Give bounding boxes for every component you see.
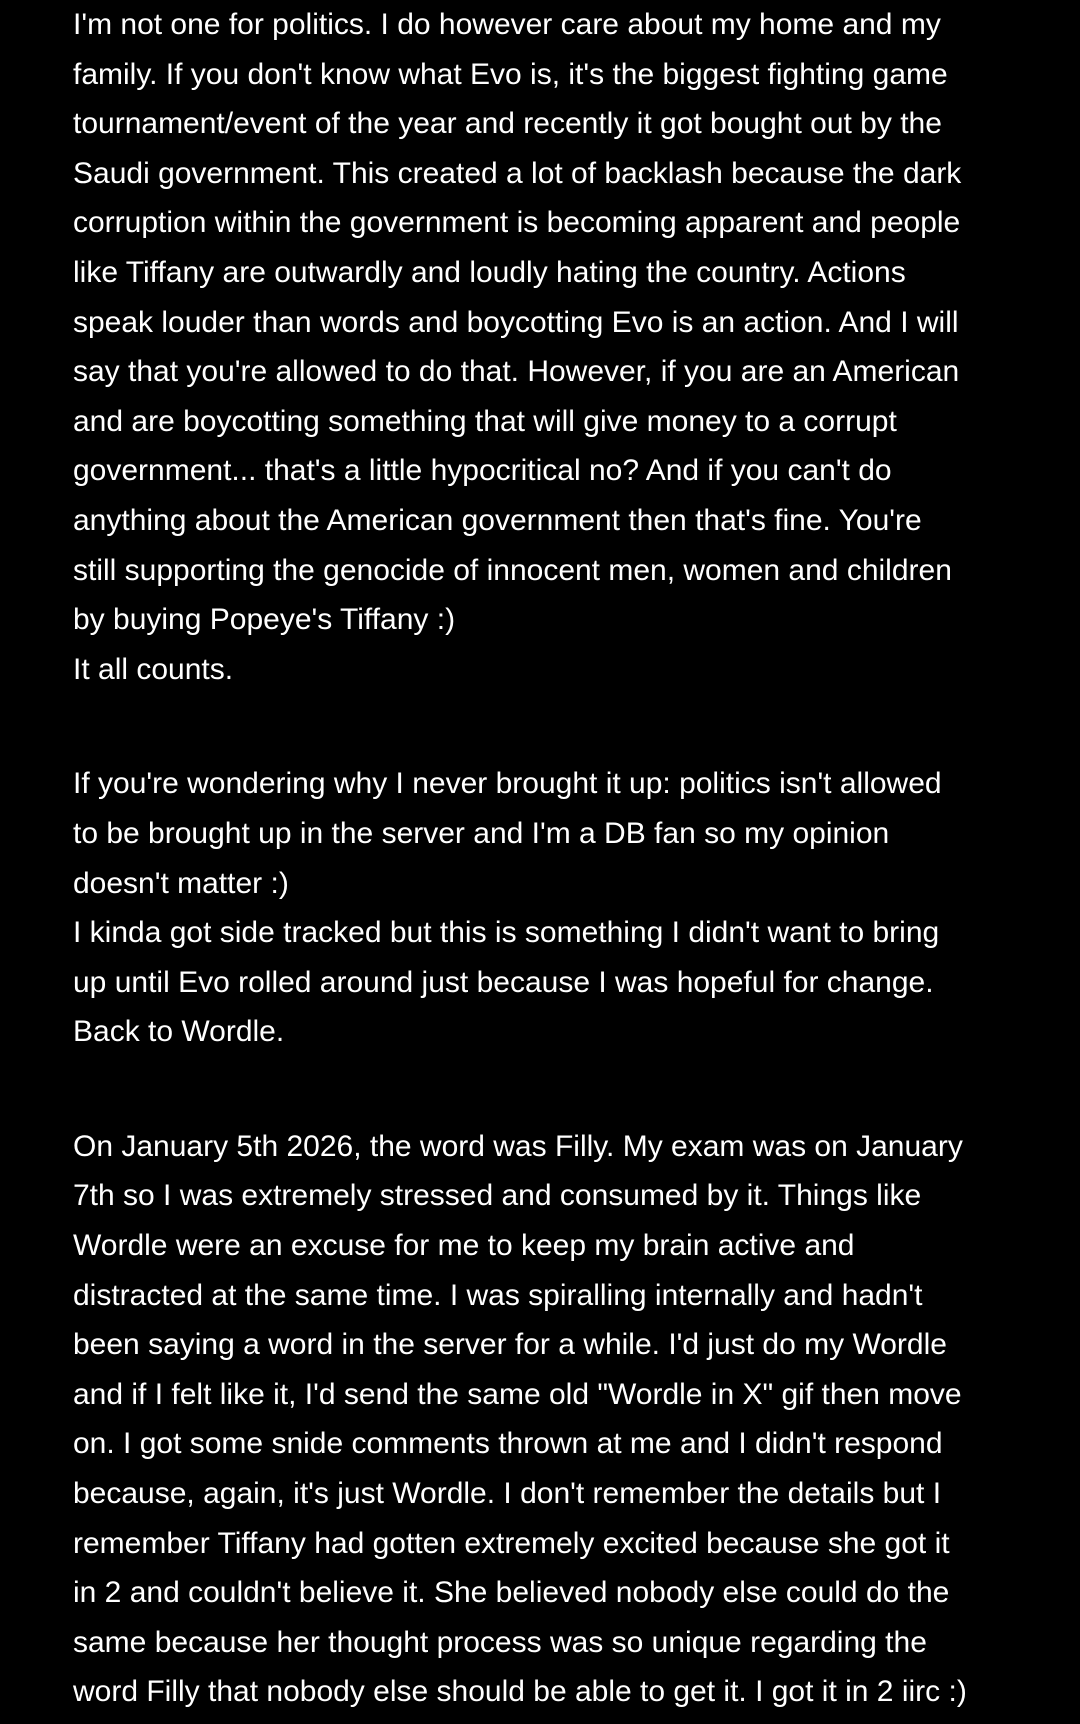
text-line: by buying Popeye's Tiffany :) xyxy=(73,603,456,637)
text-line: Saudi government. This created a lot of backlash because the dark xyxy=(73,156,962,190)
text-line: up until Evo rolled around just because I was hopeful for change. xyxy=(73,965,934,999)
text-line: because, again, it's just Wordle. I don't remember the details but I xyxy=(73,1477,942,1511)
text-line: It all counts. xyxy=(73,652,234,686)
text-line: still supporting the genocide of innocent men, women and children xyxy=(73,553,952,587)
paragraph-gap xyxy=(73,1057,1008,1122)
text-line: tournament/event of the year and recently it got bought out by the xyxy=(73,107,942,141)
text-line: say that you're allowed to do that. However, if you are an American xyxy=(73,355,960,389)
text-line: in 2 and couldn't believe it. She believed nobody else could do the xyxy=(73,1576,950,1610)
text-line: doesn't matter :) xyxy=(73,866,289,900)
paragraph-politics-server xyxy=(73,759,1008,1057)
paragraph-evo xyxy=(73,0,1008,694)
text-line: government... that's a little hypocritical no? And if you can't do xyxy=(73,454,892,488)
text-line: I kinda got side tracked but this is something I didn't want to bring xyxy=(73,916,940,950)
text-line: Back to Wordle. xyxy=(73,1015,285,1049)
text-line: speak louder than words and boycotting Evo is an action. And I will xyxy=(73,305,959,339)
text-line: to be brought up in the server and I'm a DB fan so my opinion xyxy=(73,816,890,850)
text-line: On January 5th 2026, the word was Filly. My exam was on January xyxy=(73,1129,963,1163)
text-line: Wordle were an excuse for me to keep my brain active and xyxy=(73,1229,855,1263)
text-line: like Tiffany are outwardly and loudly hating the country. Actions xyxy=(73,255,906,289)
paragraph-wordle xyxy=(73,1122,1008,1717)
text-line: same because her thought process was so unique regarding the xyxy=(73,1625,927,1659)
text-line: corruption within the government is becoming apparent and people xyxy=(73,206,961,240)
text-line: family. If you don't know what Evo is, it's the biggest fighting game xyxy=(73,57,948,91)
text-line: 7th so I was extremely stressed and consumed by it. Things like xyxy=(73,1179,922,1213)
text-line: and are boycotting something that will give money to a corrupt xyxy=(73,404,897,438)
document-body xyxy=(73,0,1008,1717)
text-line: remember Tiffany had gotten extremely excited because she got it xyxy=(73,1526,950,1560)
text-line: I'm not one for politics. I do however care about my home and my xyxy=(73,8,941,41)
text-line: and if I felt like it, I'd send the same old "Wordle in X" gif then move xyxy=(73,1377,962,1411)
paragraph-gap xyxy=(73,694,1008,759)
text-line: on. I got some snide comments thrown at me and I didn't respond xyxy=(73,1427,943,1461)
text-line: word Filly that nobody else should be able to get it. I got it in 2 iirc :) xyxy=(73,1675,967,1709)
text-line: been saying a word in the server for a while. I'd just do my Wordle xyxy=(73,1328,947,1362)
text-line: distracted at the same time. I was spiralling internally and hadn't xyxy=(73,1278,923,1312)
text-line: If you're wondering why I never brought it up: politics isn't allowed xyxy=(73,767,942,801)
text-line: anything about the American government then that's fine. You're xyxy=(73,503,922,537)
